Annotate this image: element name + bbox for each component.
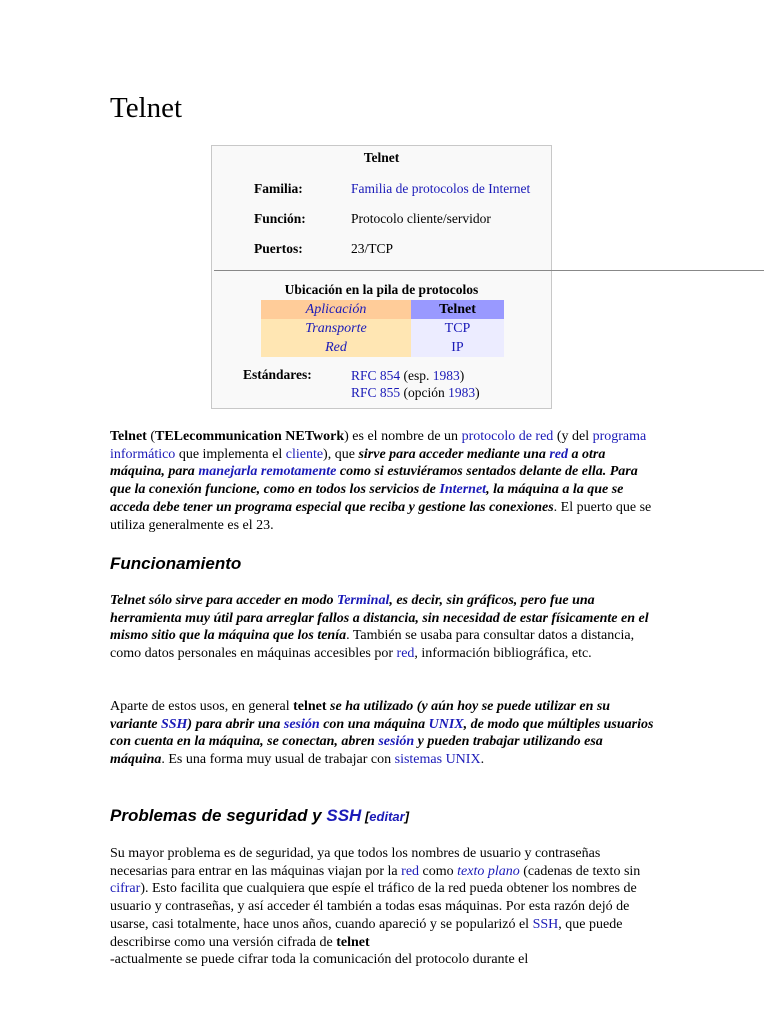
rfc-link[interactable]: RFC 854 (351, 368, 401, 383)
emphasis: sirve para acceder mediante una (358, 446, 550, 462)
link-protocolo-de-red[interactable]: protocolo de red (461, 429, 554, 444)
standard-note: ) (475, 385, 480, 400)
year-link[interactable]: 1983 (448, 385, 476, 400)
emphasis: , de modo que múltiples usuarios con cuenta en la máquina, se conectan, abren (110, 716, 654, 750)
standard-note: ) (459, 368, 465, 383)
protocol-stack-table (261, 300, 504, 357)
stack-title: Ubicación en la pila de protocolos (284, 282, 479, 297)
text: . (480, 752, 485, 768)
seguridad-paragraph (110, 845, 655, 969)
funcionamiento-paragraph-1 (110, 592, 655, 663)
text: , que puede describirse como una versión cifrada de (110, 916, 623, 950)
term-bold: TELecommunication NETwork (155, 429, 345, 444)
emphasis: y pueden trabajar utilizando esa máquina (110, 734, 603, 768)
emphasis: a otra máquina, para (110, 446, 606, 480)
link-red[interactable]: red (549, 446, 569, 462)
heading-funcionamiento: Funcionamiento (110, 554, 242, 573)
text: (cadenas de texto sin (519, 863, 641, 879)
term-bold: Telnet (110, 429, 147, 444)
link-manejarla-remotamente[interactable]: manejarla remotamente (198, 464, 337, 480)
text: (y del (553, 429, 593, 444)
standards-key: Estándares: (243, 367, 312, 382)
infobox-key: Función: (254, 211, 306, 226)
stack-layer-link[interactable] (261, 319, 411, 338)
page-title: Telnet (110, 92, 183, 124)
stack-row (261, 300, 504, 319)
divider-line (214, 270, 764, 271)
standard-note: (esp. (400, 368, 433, 383)
emphasis: Telnet sólo sirve para acceder en modo (110, 593, 337, 608)
stack-protocol-link[interactable] (411, 319, 504, 338)
link-texto-plano[interactable]: texto plano (457, 863, 520, 879)
link-red[interactable]: red (396, 646, 415, 662)
edit-link[interactable]: editar (369, 809, 405, 824)
link-programa-informatico[interactable]: programa informático (110, 429, 647, 462)
stack-protocol-link[interactable] (411, 338, 504, 357)
text: ), que (323, 446, 359, 462)
term-bold: telnet (293, 699, 327, 714)
emphasis: con una máquina (319, 716, 429, 732)
link-cifrar[interactable]: cifrar (110, 881, 141, 897)
stack-row (261, 319, 504, 338)
infobox-title: Telnet (363, 150, 400, 165)
emphasis: como si estuviéramos sentados delante de ella. Para que la conexión funcione, como en todos los servicios de (110, 464, 638, 498)
emphasis: ) para abrir una (187, 716, 284, 732)
link-ssh[interactable]: SSH (532, 916, 559, 932)
year-link[interactable]: 1983 (432, 368, 460, 383)
link-ssh-heading[interactable]: SSH (326, 806, 362, 825)
rfc-link[interactable]: RFC 855 (351, 385, 401, 400)
standard-item (351, 367, 480, 384)
text: ) es el nombre de un (344, 429, 462, 444)
stack-layer-aplicacion[interactable]: Aplicación (305, 301, 367, 317)
text: . El puerto que se utiliza generalmente es el 23. (110, 499, 652, 533)
link-red[interactable]: red (401, 863, 420, 879)
edit-bracket: ] (404, 809, 410, 824)
text: Su mayor problema es de seguridad, ya que todos los nombres de usuario y contraseñas necesarias para entrar en las máquinas viajan por la (110, 846, 601, 879)
text: . Es una forma muy usual de trabajar con (161, 752, 395, 768)
infobox-value: 23/TCP (351, 241, 394, 256)
emphasis: , la máquina a la que se acceda debe tener un programa especial que reciba y gestione las conexiones (110, 482, 624, 515)
emphasis: se ha utilizado (y aún hoy se puede utilizar en su variante (110, 699, 611, 732)
standards-list (351, 367, 480, 401)
stack-layer-link[interactable] (261, 338, 411, 357)
text: . También se usaba para consultar datos a distancia, como datos personales en máquinas accesibles por (110, 628, 635, 662)
infobox-key: Familia: (254, 181, 303, 196)
text: Aparte de estos usos, en general (110, 699, 294, 714)
infobox-link-familia[interactable]: Familia de protocolos de Internet (351, 181, 531, 196)
stack-layer-transporte[interactable]: Transporte (305, 320, 367, 336)
link-sesion[interactable]: sesión (283, 716, 320, 732)
edit-bracket: [ (361, 809, 370, 824)
text: ( (146, 429, 155, 444)
stack-protocol-tcp[interactable]: TCP (444, 320, 471, 336)
stack-layer-red[interactable]: Red (325, 339, 347, 355)
standard-note: (opción (400, 385, 449, 400)
link-sesion[interactable]: sesión (378, 734, 415, 750)
text: ). Esto facilita que cualquiera que espíe el tráfico de la red pueda obtener los nombres de usuario y contraseñas, y así acceder él también a todas esas máquinas. Por esta razón dejó de usarse, casi totalmente, hace unos años, cuando apareció y se popularizó el (110, 881, 637, 932)
standard-item (351, 384, 480, 401)
stack-row (261, 338, 504, 357)
text: como (419, 863, 458, 879)
link-cliente[interactable]: cliente (285, 446, 324, 462)
link-sistemas-unix[interactable]: sistemas UNIX (394, 752, 481, 768)
infobox-key: Puertos: (254, 241, 303, 256)
infobox-value: Protocolo cliente/servidor (351, 211, 491, 226)
emphasis: , es decir, sin gráficos, pero fue una herramienta muy útil para arreglar fallos a distancia, sin necesidad de estar físicamente en el mismo sitio que la máquina que los tenía (110, 593, 649, 644)
intro-paragraph (110, 428, 655, 534)
stack-protocol-cell: Telnet (411, 300, 504, 319)
term-bold: telnet (336, 934, 370, 950)
link-ssh[interactable]: SSH (160, 716, 188, 732)
link-terminal[interactable]: Terminal (336, 593, 390, 608)
stack-layer-link[interactable] (261, 300, 411, 319)
stack-protocol-ip[interactable]: IP (451, 339, 464, 355)
link-unix[interactable]: UNIX (428, 716, 464, 732)
text: , información bibliográfica, etc. (414, 646, 592, 662)
text: que implementa el (175, 446, 286, 462)
infobox (211, 145, 552, 409)
link-internet[interactable]: Internet (439, 482, 487, 498)
heading-problemas-seguridad (110, 806, 409, 826)
funcionamiento-paragraph-2 (110, 698, 655, 769)
text: -actualmente se puede cifrar toda la comunicación del protocolo durante el (110, 952, 529, 968)
heading-text: Problemas de seguridad y (110, 806, 327, 825)
